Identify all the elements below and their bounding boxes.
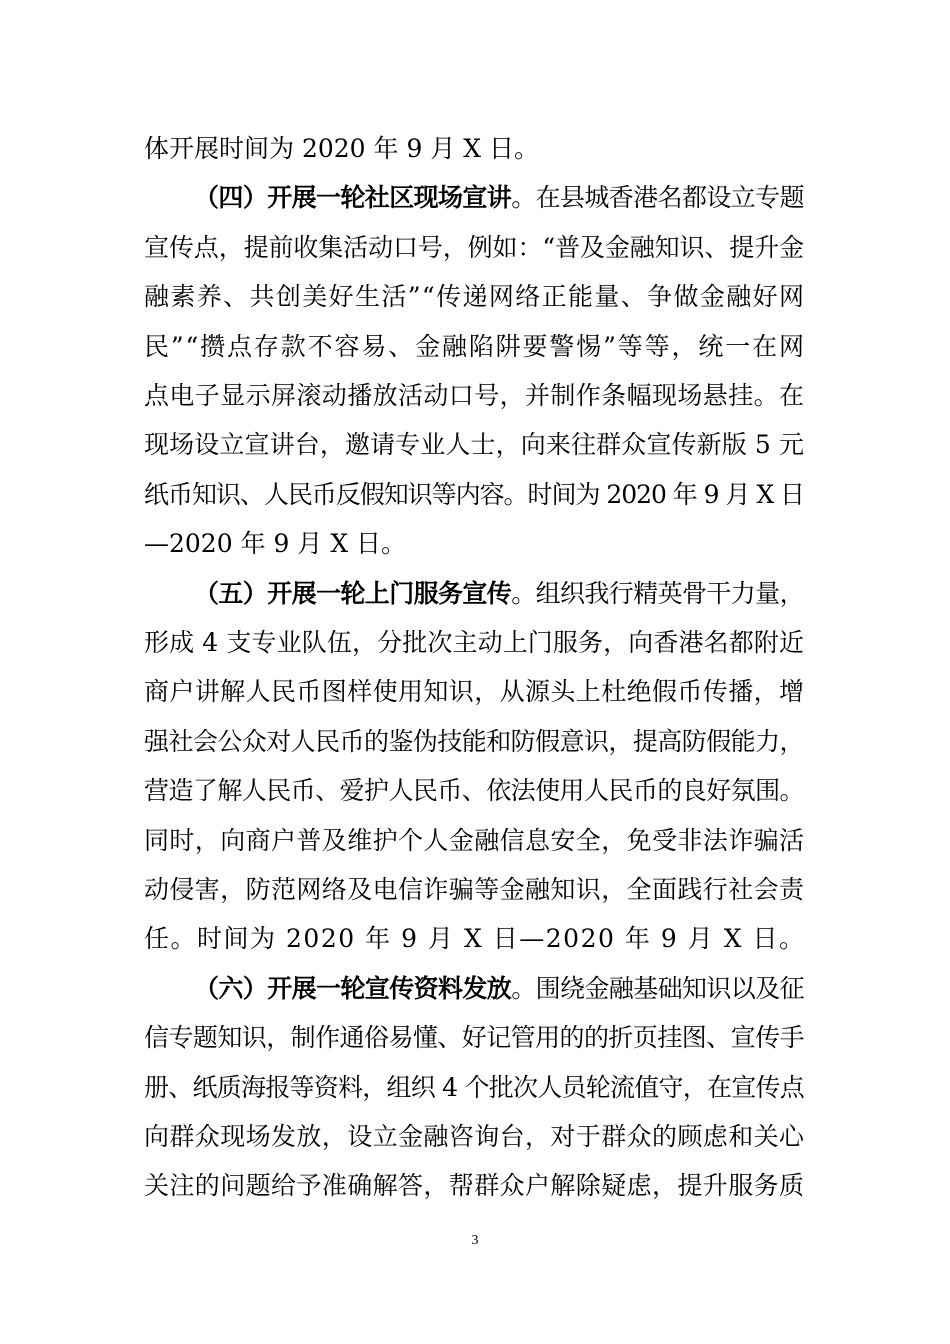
text-line [0,371,950,421]
line-text: 融素养、共创美好生活”“传递网络正能量、争做金融好网 [144,282,806,312]
line-text: 现场设立宣讲台，邀请专业人士，向来往群众宣传新版 5 元 [144,430,805,460]
paragraph-heading-line [0,964,950,1014]
text-line [0,618,950,668]
line-text: 民”“攒点存款不容易、金融陷阱要警惕”等等，统一在网 [144,331,806,361]
text-line [0,1161,950,1211]
line-text: 关注的问题给予准确解答，帮群众户解除疑虑，提升服务质 [144,1171,805,1201]
text-line [0,816,950,866]
text-line [0,865,950,915]
text-line [0,766,950,816]
page-number: 3 [471,1233,479,1248]
text-line [0,1112,950,1162]
line-text: 任。时间为 2020 年 9 月 X 日—2020 年 9 月 X 日。 [144,924,806,954]
text-line [0,223,950,273]
text-line [0,124,950,174]
paragraph-heading-line [0,569,950,619]
line-text: 营造了解人民币、爱护人民币、依法使用人民币的良好氛围。 [144,776,804,806]
line-text: 体开展时间为 2020 年 9 月 X 日。 [144,134,540,163]
line-text: 。在县城香港名都设立专题 [511,183,804,213]
text-line [0,470,950,520]
line-text: 。组织我行精英骨干力量， [511,578,804,608]
text-line [0,322,950,372]
text-line [0,717,950,767]
line-text: 商户讲解人民币图样使用知识，从源头上杜绝假币传播，增 [144,677,805,707]
text-line [0,1013,950,1063]
paragraph-heading-line [0,173,950,223]
line-text: 信专题知识，制作通俗易懂、好记管用的的折页挂图、宣传手 [144,1023,804,1053]
line-text: 点电子显示屏滚动播放活动口号，并制作条幅现场悬挂。在 [144,381,805,410]
text-line [0,272,950,322]
text-line [0,667,950,717]
line-text: 向群众现场发放，设立金融咨询台，对于群众的顾虑和关心 [144,1122,805,1151]
text-line [0,1063,950,1113]
section-heading: （四）开展一轮社区现场宣讲 [194,183,512,213]
text-line [0,914,950,964]
line-text: 宣传点，提前收集活动口号，例如：“普及金融知识、提升金 [144,232,804,262]
line-text: 册、纸质海报等资料，组织 4 个批次人员轮流值守，在宣传点 [144,1072,804,1102]
line-text: 强社会公众对人民币的鉴伪技能和防假意识，提高防假能力， [144,726,804,756]
section-heading: （六）开展一轮宣传资料发放 [194,973,512,1003]
line-text: 同时，向商户普及维护个人金融信息安全，免受非法诈骗活 [144,825,805,855]
line-text: —2020 年 9 月 X 日。 [144,529,407,559]
text-line [0,519,950,569]
line-text: 。围绕金融基础知识以及征 [511,973,804,1003]
line-text: 纸币知识、人民币反假知识等内容。时间为 2020 年 9 月 X 日 [144,479,804,509]
line-text: 动侵害，防范网络及电信诈骗等金融知识，全面践行社会责 [144,875,805,904]
text-line [0,420,950,470]
section-heading: （五）开展一轮上门服务宣传 [194,578,512,608]
line-text: 形成 4 支专业队伍，分批次主动上门服务，向香港名都附近 [144,628,805,657]
